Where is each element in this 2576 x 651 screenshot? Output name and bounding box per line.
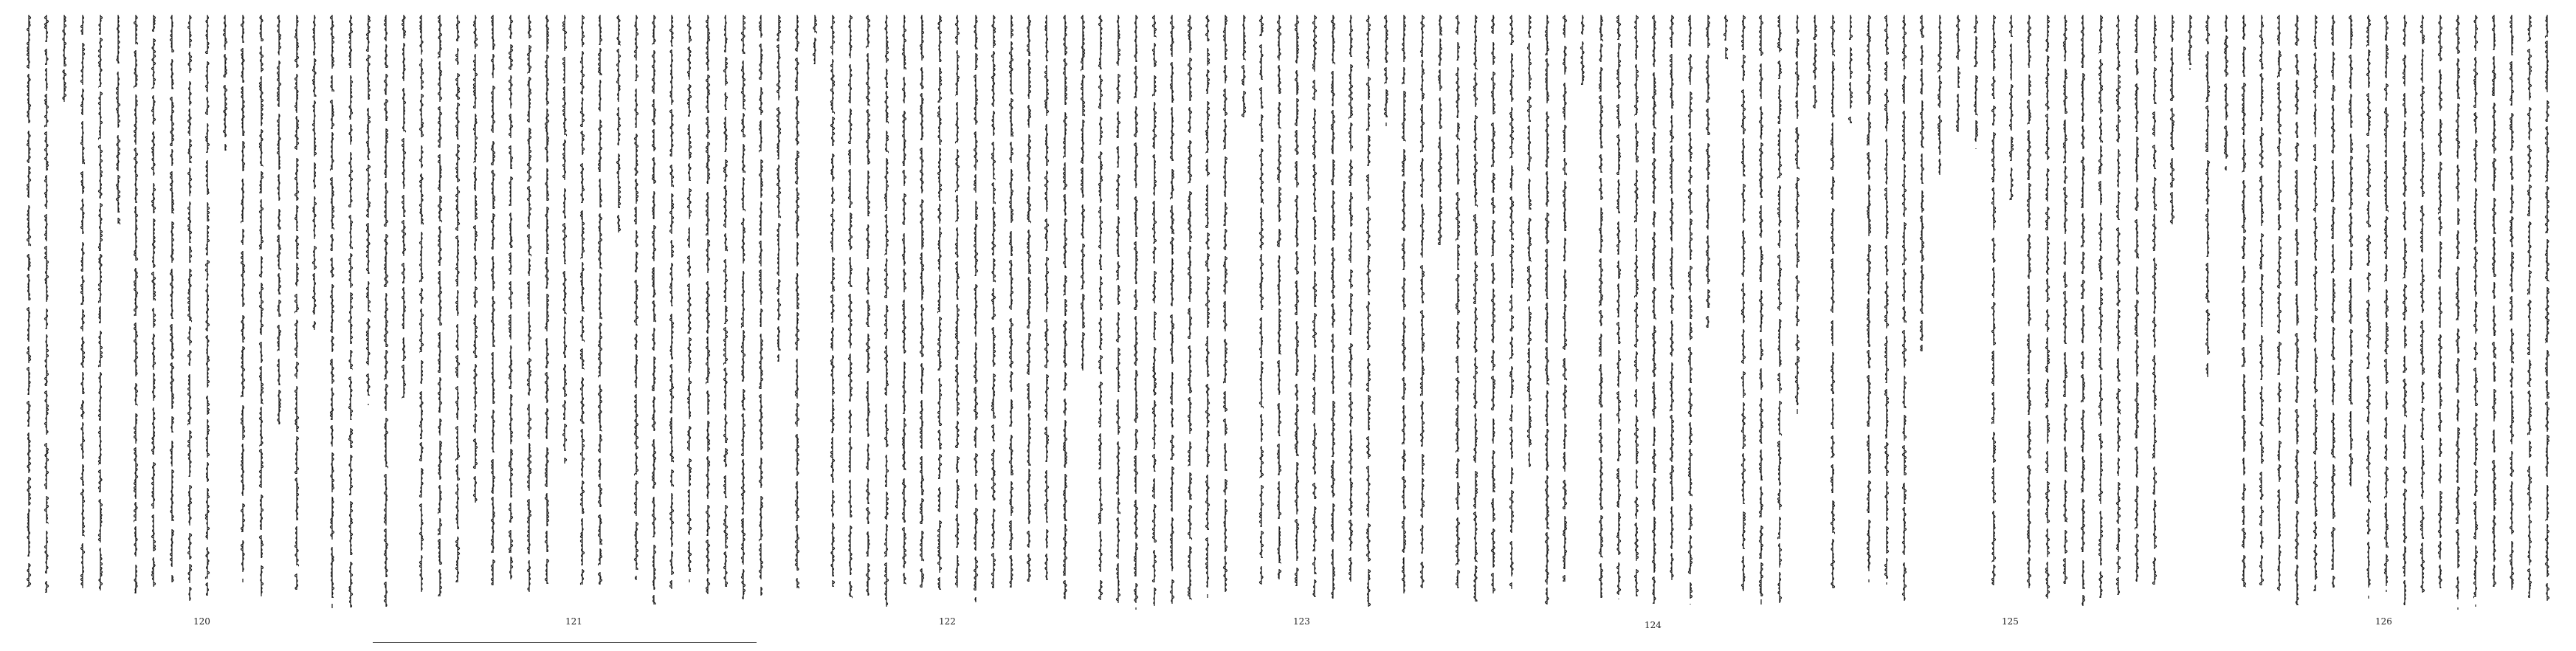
script-column bbox=[113, 13, 123, 611]
script-line bbox=[1453, 13, 1463, 593]
script-line bbox=[2256, 13, 2267, 590]
script-line bbox=[559, 13, 570, 469]
script-column bbox=[1667, 13, 1677, 611]
script-column bbox=[452, 13, 463, 611]
script-column bbox=[2060, 13, 2070, 611]
script-line bbox=[827, 13, 838, 592]
script-column bbox=[2113, 13, 2124, 611]
script-column bbox=[1685, 13, 1695, 611]
script-column bbox=[2453, 13, 2463, 611]
script-column bbox=[649, 13, 659, 611]
script-column bbox=[1470, 13, 1481, 611]
script-line bbox=[41, 13, 52, 598]
script-line bbox=[2239, 13, 2249, 593]
script-line bbox=[863, 13, 873, 601]
script-line bbox=[167, 13, 177, 588]
script-line bbox=[1506, 13, 1517, 594]
script-line bbox=[2078, 13, 2088, 611]
script-column bbox=[1828, 13, 1838, 611]
script-column bbox=[1060, 13, 1070, 611]
script-column bbox=[1417, 13, 1428, 611]
script-column bbox=[41, 13, 52, 611]
script-line bbox=[1041, 13, 1052, 585]
script-line bbox=[1078, 13, 1088, 376]
script-line bbox=[1274, 13, 1284, 585]
script-column bbox=[1292, 13, 1302, 611]
script-line bbox=[78, 13, 88, 593]
script-line bbox=[345, 13, 356, 613]
script-column bbox=[703, 13, 713, 611]
script-line bbox=[988, 13, 999, 593]
script-line bbox=[1774, 13, 1785, 608]
script-column bbox=[95, 13, 106, 611]
script-column bbox=[810, 13, 820, 611]
script-line bbox=[2024, 13, 2034, 593]
script-column bbox=[845, 13, 855, 611]
script-column bbox=[2042, 13, 2053, 611]
script-line bbox=[1864, 13, 1874, 585]
script-column bbox=[792, 13, 802, 611]
footnote-rule bbox=[373, 642, 757, 643]
script-column bbox=[292, 13, 302, 611]
script-line bbox=[2167, 13, 2177, 230]
script-column bbox=[2185, 13, 2195, 611]
script-column bbox=[256, 13, 266, 611]
script-line bbox=[1577, 13, 1588, 90]
script-column bbox=[863, 13, 873, 611]
script-column bbox=[2542, 13, 2552, 611]
script-column bbox=[988, 13, 999, 611]
script-line bbox=[220, 13, 230, 156]
script-column bbox=[1774, 13, 1785, 611]
script-column bbox=[381, 13, 391, 611]
script-line bbox=[1792, 13, 1802, 417]
script-column bbox=[1328, 13, 1338, 611]
script-column bbox=[1488, 13, 1498, 611]
script-line bbox=[2453, 13, 2463, 613]
script-line bbox=[2328, 13, 2338, 593]
script-column bbox=[327, 13, 337, 611]
script-column bbox=[416, 13, 427, 611]
script-column bbox=[2095, 13, 2106, 611]
script-line bbox=[2221, 13, 2231, 176]
script-column bbox=[309, 13, 320, 611]
script-column bbox=[2310, 13, 2321, 611]
script-column bbox=[2239, 13, 2249, 611]
script-line bbox=[1721, 13, 1731, 64]
script-line bbox=[917, 13, 927, 593]
script-line bbox=[899, 13, 909, 589]
script-column bbox=[2470, 13, 2481, 611]
script-line bbox=[1667, 13, 1677, 585]
script-column bbox=[2292, 13, 2302, 611]
script-line bbox=[1703, 13, 1713, 333]
script-line bbox=[2310, 13, 2321, 596]
script-line bbox=[738, 13, 748, 604]
script-column bbox=[2203, 13, 2213, 611]
script-column bbox=[1309, 13, 1320, 611]
script-line bbox=[2346, 13, 2356, 492]
script-line bbox=[238, 13, 248, 585]
script-column bbox=[1560, 13, 1570, 611]
script-line bbox=[1381, 13, 1391, 129]
page-number: 123 bbox=[1293, 616, 1310, 627]
script-line bbox=[1328, 13, 1338, 604]
script-line bbox=[1828, 13, 1838, 595]
script-column bbox=[1881, 13, 1892, 611]
script-line bbox=[309, 13, 320, 335]
script-line bbox=[1363, 13, 1374, 612]
script-column bbox=[2400, 13, 2410, 611]
script-column bbox=[1614, 13, 1624, 611]
script-line bbox=[1417, 13, 1428, 593]
script-line bbox=[1060, 13, 1070, 604]
script-column bbox=[559, 13, 570, 611]
script-column bbox=[934, 13, 945, 611]
script-line bbox=[1220, 13, 1230, 597]
script-line bbox=[720, 13, 731, 592]
script-line bbox=[703, 13, 713, 599]
script-column bbox=[2346, 13, 2356, 611]
script-column bbox=[435, 13, 445, 611]
script-column bbox=[1953, 13, 1963, 611]
script-line bbox=[952, 13, 962, 593]
page-number: 120 bbox=[193, 616, 210, 627]
script-line bbox=[613, 13, 624, 238]
page-number: 121 bbox=[565, 616, 582, 627]
script-line bbox=[1971, 13, 1981, 152]
script-line bbox=[1185, 13, 1195, 604]
script-line bbox=[524, 13, 534, 597]
script-line bbox=[1488, 13, 1498, 599]
script-column bbox=[1167, 13, 1177, 611]
script-line bbox=[2203, 13, 2213, 382]
script-line bbox=[1131, 13, 1141, 613]
script-line bbox=[399, 13, 409, 403]
script-line bbox=[1596, 13, 1606, 603]
script-column bbox=[952, 13, 962, 611]
page-number: 124 bbox=[1645, 620, 1661, 630]
script-column bbox=[2381, 13, 2391, 611]
script-line bbox=[577, 13, 588, 590]
script-column bbox=[1274, 13, 1284, 611]
script-line bbox=[1953, 13, 1963, 137]
script-column bbox=[2524, 13, 2535, 611]
script-column bbox=[1596, 13, 1606, 611]
script-line bbox=[774, 13, 784, 367]
script-column bbox=[2363, 13, 2374, 611]
script-column bbox=[524, 13, 534, 611]
script-line bbox=[2542, 13, 2552, 606]
script-column bbox=[2149, 13, 2160, 611]
script-line bbox=[1649, 13, 1659, 609]
script-column bbox=[1202, 13, 1213, 611]
script-line bbox=[148, 13, 159, 592]
script-line bbox=[2435, 13, 2445, 593]
script-column bbox=[2024, 13, 2034, 611]
script-column bbox=[488, 13, 498, 611]
script-line bbox=[631, 13, 641, 585]
script-column bbox=[1239, 13, 1249, 611]
script-line bbox=[542, 13, 552, 589]
script-column bbox=[1756, 13, 1766, 611]
script-column bbox=[345, 13, 356, 611]
script-line bbox=[1239, 13, 1249, 123]
script-line bbox=[934, 13, 945, 595]
script-column bbox=[917, 13, 927, 611]
script-line bbox=[2363, 13, 2374, 602]
script-column bbox=[1649, 13, 1659, 611]
script-line bbox=[1631, 13, 1642, 602]
script-column bbox=[1006, 13, 1016, 611]
script-column bbox=[1935, 13, 1945, 611]
script-line bbox=[1095, 13, 1106, 605]
script-column bbox=[1453, 13, 1463, 611]
script-column bbox=[899, 13, 909, 611]
script-column bbox=[78, 13, 88, 611]
script-column bbox=[1971, 13, 1981, 611]
script-line bbox=[1256, 13, 1267, 590]
script-line bbox=[649, 13, 659, 610]
script-line bbox=[971, 13, 981, 607]
script-line bbox=[131, 13, 141, 599]
script-column bbox=[1346, 13, 1356, 611]
script-line bbox=[2524, 13, 2535, 603]
script-column bbox=[1721, 13, 1731, 611]
script-line bbox=[1810, 13, 1820, 114]
page-number: 125 bbox=[2002, 616, 2019, 627]
script-line bbox=[2095, 13, 2106, 603]
script-column bbox=[131, 13, 141, 611]
script-column bbox=[1899, 13, 1909, 611]
script-line bbox=[1309, 13, 1320, 602]
script-line bbox=[202, 13, 213, 601]
script-line bbox=[1738, 13, 1749, 596]
script-line bbox=[2042, 13, 2053, 604]
script-column bbox=[1864, 13, 1874, 611]
script-column bbox=[1542, 13, 1552, 611]
script-line bbox=[667, 13, 677, 594]
script-column bbox=[1078, 13, 1088, 611]
script-line bbox=[59, 13, 69, 107]
script-line bbox=[2292, 13, 2302, 610]
script-column bbox=[1041, 13, 1052, 611]
script-line bbox=[1024, 13, 1034, 587]
script-line bbox=[756, 13, 766, 601]
script-column bbox=[24, 13, 34, 611]
script-line bbox=[327, 13, 337, 611]
script-column bbox=[167, 13, 177, 611]
script-line bbox=[2274, 13, 2284, 596]
script-line bbox=[845, 13, 855, 602]
script-line bbox=[24, 13, 34, 595]
script-column bbox=[1506, 13, 1517, 611]
script-column bbox=[827, 13, 838, 611]
script-column bbox=[2507, 13, 2517, 611]
script-column bbox=[1131, 13, 1141, 611]
script-column bbox=[1149, 13, 1160, 611]
script-line bbox=[95, 13, 106, 596]
script-line bbox=[2400, 13, 2410, 610]
script-column bbox=[1810, 13, 1820, 611]
script-column bbox=[1845, 13, 1856, 611]
script-line bbox=[1917, 13, 1927, 356]
script-line bbox=[2417, 13, 2428, 602]
script-line bbox=[1470, 13, 1481, 609]
script-column bbox=[2435, 13, 2445, 611]
script-line bbox=[1845, 13, 1856, 128]
script-column bbox=[1024, 13, 1034, 611]
script-column bbox=[577, 13, 588, 611]
script-line bbox=[435, 13, 445, 602]
script-column bbox=[1703, 13, 1713, 611]
script-column bbox=[220, 13, 230, 611]
script-line bbox=[1524, 13, 1535, 472]
script-line bbox=[470, 13, 481, 508]
script-line bbox=[810, 13, 820, 69]
script-column bbox=[2132, 13, 2142, 611]
script-line bbox=[2113, 13, 2124, 600]
script-column bbox=[399, 13, 409, 611]
script-line bbox=[452, 13, 463, 588]
script-line bbox=[488, 13, 498, 593]
script-line bbox=[292, 13, 302, 595]
script-line bbox=[1685, 13, 1695, 607]
script-column bbox=[756, 13, 766, 611]
script-column bbox=[2221, 13, 2231, 611]
script-column bbox=[1113, 13, 1123, 611]
script-column bbox=[1631, 13, 1642, 611]
script-column bbox=[1792, 13, 1802, 611]
script-line bbox=[256, 13, 266, 602]
script-column bbox=[506, 13, 516, 611]
script-column bbox=[738, 13, 748, 611]
script-line bbox=[1542, 13, 1552, 610]
script-line bbox=[1006, 13, 1016, 593]
script-line bbox=[2489, 13, 2499, 592]
script-line bbox=[2060, 13, 2070, 589]
script-line bbox=[2381, 13, 2391, 595]
script-column bbox=[613, 13, 624, 611]
script-line bbox=[1899, 13, 1909, 606]
script-line bbox=[1935, 13, 1945, 180]
script-line bbox=[113, 13, 123, 229]
script-line bbox=[185, 13, 195, 606]
page-number: 122 bbox=[939, 616, 956, 627]
script-line bbox=[1113, 13, 1123, 608]
script-column bbox=[1577, 13, 1588, 611]
script-column bbox=[881, 13, 892, 611]
script-line bbox=[1167, 13, 1177, 609]
script-column bbox=[2328, 13, 2338, 611]
script-column bbox=[720, 13, 731, 611]
script-column bbox=[470, 13, 481, 611]
script-line bbox=[1435, 13, 1445, 250]
script-column bbox=[2489, 13, 2499, 611]
script-column bbox=[1381, 13, 1391, 611]
script-line bbox=[274, 13, 284, 430]
script-line bbox=[595, 13, 605, 590]
script-line bbox=[792, 13, 802, 593]
script-line bbox=[1149, 13, 1160, 611]
script-line bbox=[1881, 13, 1892, 588]
script-column bbox=[363, 13, 373, 611]
script-column bbox=[1738, 13, 1749, 611]
script-column bbox=[2274, 13, 2284, 611]
script-column bbox=[2417, 13, 2428, 611]
script-column bbox=[595, 13, 605, 611]
script-line bbox=[1399, 13, 1409, 599]
script-column bbox=[148, 13, 159, 611]
script-line bbox=[2149, 13, 2160, 590]
script-column bbox=[1095, 13, 1106, 611]
script-column bbox=[59, 13, 69, 611]
script-line bbox=[1756, 13, 1766, 607]
script-column bbox=[2006, 13, 2017, 611]
script-column bbox=[2078, 13, 2088, 611]
script-column bbox=[202, 13, 213, 611]
script-line bbox=[1614, 13, 1624, 602]
script-column bbox=[542, 13, 552, 611]
script-line bbox=[1988, 13, 1999, 592]
script-line bbox=[1292, 13, 1302, 591]
script-column bbox=[1917, 13, 1927, 611]
script-column bbox=[185, 13, 195, 611]
script-column bbox=[971, 13, 981, 611]
script-line bbox=[2507, 13, 2517, 595]
script-column bbox=[1435, 13, 1445, 611]
script-column bbox=[1524, 13, 1535, 611]
script-column bbox=[1988, 13, 1999, 611]
script-line bbox=[684, 13, 695, 585]
script-column bbox=[1185, 13, 1195, 611]
script-column bbox=[2256, 13, 2267, 611]
script-line bbox=[363, 13, 373, 408]
script-column bbox=[631, 13, 641, 611]
script-column bbox=[774, 13, 784, 611]
script-line bbox=[2006, 13, 2017, 205]
script-column bbox=[1220, 13, 1230, 611]
script-column bbox=[1363, 13, 1374, 611]
page-number: 126 bbox=[2375, 616, 2392, 627]
script-column bbox=[667, 13, 677, 611]
script-column bbox=[1256, 13, 1267, 611]
script-column bbox=[684, 13, 695, 611]
script-column bbox=[238, 13, 248, 611]
script-line bbox=[2132, 13, 2142, 587]
script-line bbox=[2470, 13, 2481, 610]
script-line bbox=[1560, 13, 1570, 587]
script-column bbox=[2167, 13, 2177, 611]
script-column bbox=[274, 13, 284, 611]
script-line bbox=[381, 13, 391, 612]
script-line bbox=[416, 13, 427, 597]
script-line bbox=[1202, 13, 1213, 601]
script-line bbox=[2185, 13, 2195, 73]
script-column bbox=[1399, 13, 1409, 611]
script-line bbox=[1346, 13, 1356, 587]
script-line bbox=[506, 13, 516, 585]
script-line bbox=[881, 13, 892, 612]
